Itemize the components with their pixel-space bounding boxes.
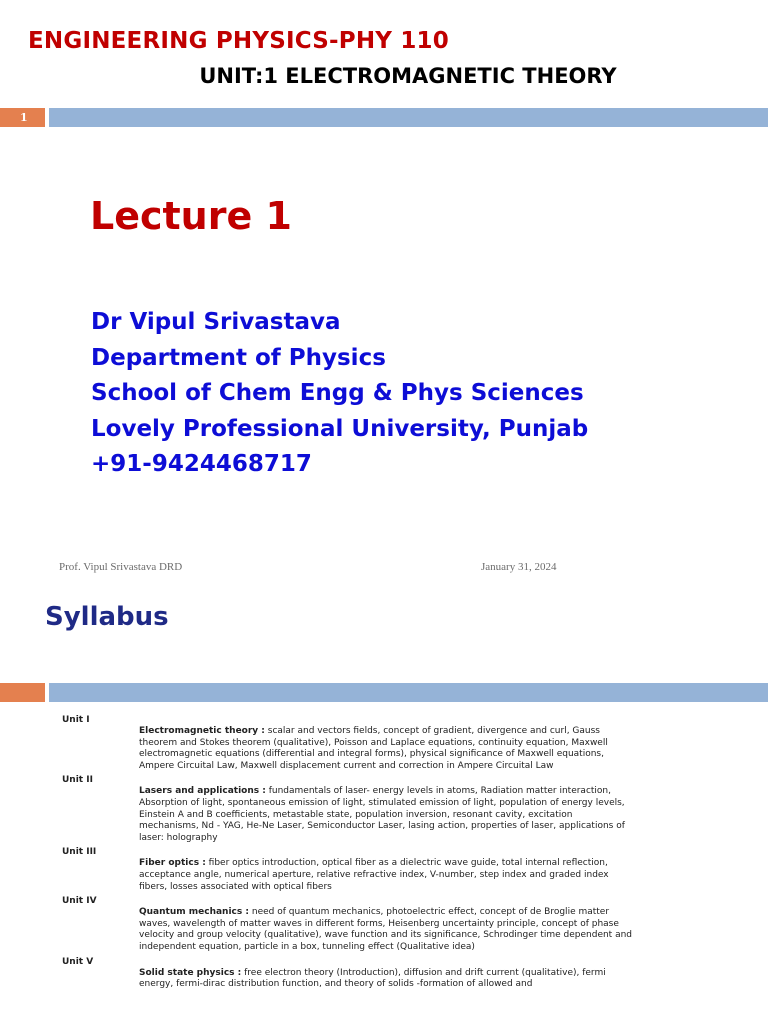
unit-block <box>62 774 632 844</box>
unit-label: Unit I <box>62 715 90 725</box>
unit-description <box>139 907 632 953</box>
unit-topic: Lasers and applications : <box>139 786 266 797</box>
footer-author: Prof. Vipul Srivastava DRD <box>59 561 183 573</box>
unit-label: Unit IV <box>62 896 97 907</box>
unit-topic: Electromagnetic theory : <box>139 726 265 736</box>
unit-description <box>139 858 632 893</box>
syllabus-title: Syllabus <box>45 602 169 632</box>
unit-block <box>62 956 632 991</box>
course-title: ENGINEERING PHYSICS-PHY 110 <box>28 28 449 54</box>
unit-block <box>62 714 632 772</box>
unit-topic: Quantum mechanics : <box>139 907 249 918</box>
department: Department of Physics <box>91 344 386 371</box>
unit-details: need of quantum mechanics, photoelectric effect, concept of de Broglie matter waves, wavelength of matter waves in different forms, Heisenberg uncertainty principle, concept of phase velocity and group velocity (qualitative), wave function and its significance, Schrodinger time dependent and independent equation, particle in a box, tunneling effect (Qualitative idea) <box>139 907 633 952</box>
unit-details: fundamentals of laser- energy levels in atoms, Radiation matter interaction, Absorption of light, spontaneous emission of light, stimulated emission of light, population of energy levels, Einstein A and B coefficients, metastable state, population inversion, resonant cavity, excitation mechanisms, Nd - YAG, He-Ne Laser, Semiconductor Laser, lasing action, properties of laser, applications of laser: holography <box>139 786 625 843</box>
slide-number-2 <box>0 683 45 702</box>
unit-description <box>139 968 632 991</box>
presenter-info <box>91 305 588 483</box>
unit-label: Unit II <box>62 775 93 786</box>
unit-details: scalar and vectors fields, concept of gradient, divergence and curl, Gauss theorem and Stokes theorem (qualitative), Poisson and Laplace equations, continuity equation, Maxwell electromagnetic equations (differential and integral forms), physical significance of Maxwell equations, Ampere Circuital Law, Maxwell displacement current and correction in Ampere Circuital Law <box>139 726 608 771</box>
unit-topic: Fiber optics : <box>139 858 206 869</box>
slide-header-bar-2 <box>0 683 768 702</box>
footer-date: January 31, 2024 <box>481 561 557 573</box>
lecture-title: Lecture 1 <box>90 194 292 238</box>
unit-details: fiber optics introduction, optical fiber as a dielectric wave guide, total internal reflection, acceptance angle, numerical aperture, relative refractive index, V-number, step index and graded index fibers, losses associated with optical fibers <box>139 858 609 892</box>
unit-title: UNIT:1 ELECTROMAGNETIC THEORY <box>199 64 617 88</box>
syllabus-units <box>62 714 632 993</box>
unit-label: Unit III <box>62 847 97 858</box>
bar-divider <box>45 108 49 127</box>
unit-block <box>62 895 632 953</box>
school: School of Chem Engg & Phys Sciences <box>91 380 584 406</box>
unit-description <box>139 786 632 844</box>
university: Lovely Professional University, Punjab <box>91 415 589 442</box>
presenter-name: Dr Vipul Srivastava <box>91 309 341 335</box>
unit-description <box>139 726 632 772</box>
unit-block <box>62 846 632 893</box>
slide-header-bar <box>0 108 768 127</box>
slide-number: 1 <box>0 108 45 127</box>
slide-2 <box>0 588 768 1024</box>
phone-number: +91-9424468717 <box>91 451 312 477</box>
unit-label: Unit V <box>62 956 94 967</box>
unit-topic: Solid state physics : <box>139 967 242 978</box>
unit-details: free electron theory (Introduction), diffusion and drift current (qualitative), fermi energy, fermi-dirac distribution function, and theory of solids -formation of allowed and <box>139 967 606 990</box>
bar-divider-2 <box>45 683 49 702</box>
